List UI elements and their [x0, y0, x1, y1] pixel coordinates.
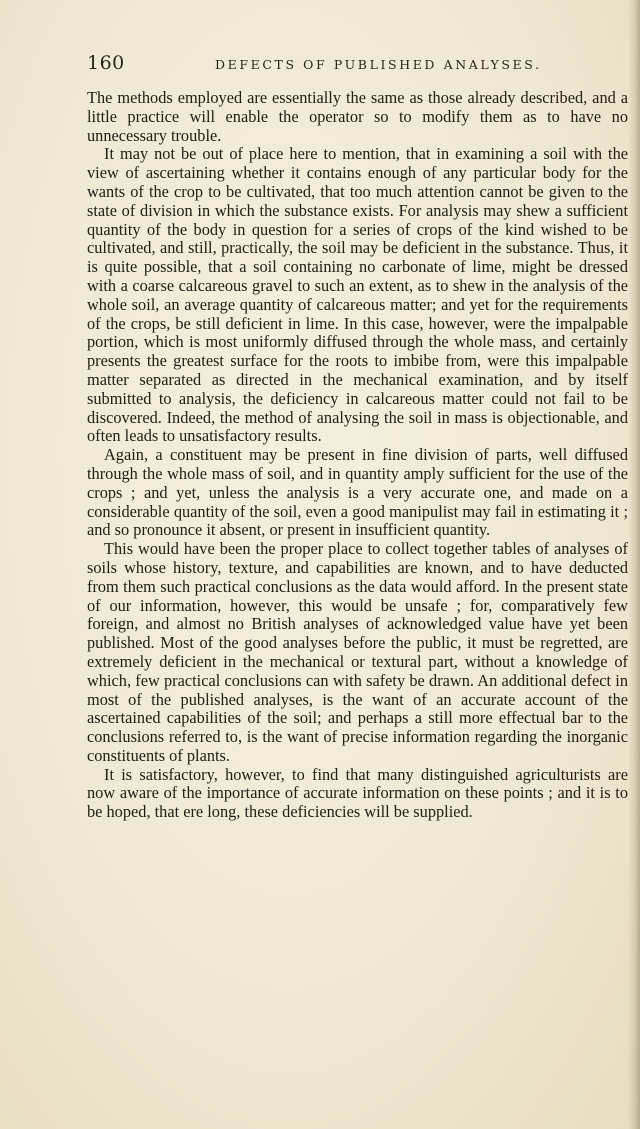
paragraph: Again, a constituent may be present in fine division of parts, well diffused through the whole mass of soil, and in quantity amply sufficient for the use of the crops ; and yet, unless the analysis is a very accurate one, and made on a considerable quantity of the soil, even a good manipulist may fail in estimating it ; and so pronounce it absent, or present in insufficient quantity. [87, 445, 628, 540]
paragraph: It may not be out of place here to mention, that in examining a soil with the view of ascertaining whether it contains enough of any particular body for the wants of the crop to be cultivated, that too much attention cannot be given to the state of division in which the substance exists. For analysis may shew a sufficient quantity of the body in question for a series of crops of the kind wished to be cultivated, and still, practically, the soil may be deficient in the substance. Thus, it is quite possible, that a soil containing no carbonate of lime, might be dressed with a coarse calcareous gravel to such an extent, as to shew in the analysis of the whole soil, an average quantity of calcareous matter; and yet for the requirements of the crops, be still deficient in lime. In this case, however, were the impalpable portion, which is most uniformly diffused through the whole mass, and certainly presents the greatest surface for the roots to imbibe from, were this impalpable matter separated as directed in the mechanical examination, and by itself submitted to analysis, the deficiency in calcareous matter could not fail to be discovered. Indeed, the method of analysing the soil in mass is objectionable, and often leads to unsatisfactory results. [87, 144, 628, 446]
paragraph: The methods employed are essentially the same as those already described, and a little practice will enable the operator so to modify them as to have no unnecessary trouble. [87, 88, 628, 145]
page-number: 160 [87, 52, 125, 74]
paragraph: It is satisfactory, however, to find that many distinguished agriculturists are now aware of the importance of accurate information on these points ; and it is to be hoped, that ere long, these deficiencies will be supplied. [87, 764, 628, 822]
running-title: DEFECTS OF PUBLISHED ANALYSES. [215, 57, 542, 72]
paragraph: This would have been the proper place to collect together tables of analyses of soils whose history, texture, and capabilities are known, and to have deducted from them such practical conclusions as the data would afford. In the present state of our information, however, this would be unsafe ; for, comparatively few foreign, and almost no British analyses of acknowledged value have yet been published. Most of the good analyses before the public, it must be regretted, are extremely deficient in the mechanical or textural part, without a knowledge of which, few practical conclusions can with safety be drawn. An additional defect in most of the published analyses, is the want of an accurate account of the ascertained capabilities of the soil; and perhaps a still more effectual bar to the conclusions referred to, is the want of precise information regarding the inorganic constituents of plants. [87, 539, 628, 765]
body-text [87, 89, 628, 822]
page-header [87, 50, 627, 80]
page-edge-shadow [628, 0, 640, 1129]
